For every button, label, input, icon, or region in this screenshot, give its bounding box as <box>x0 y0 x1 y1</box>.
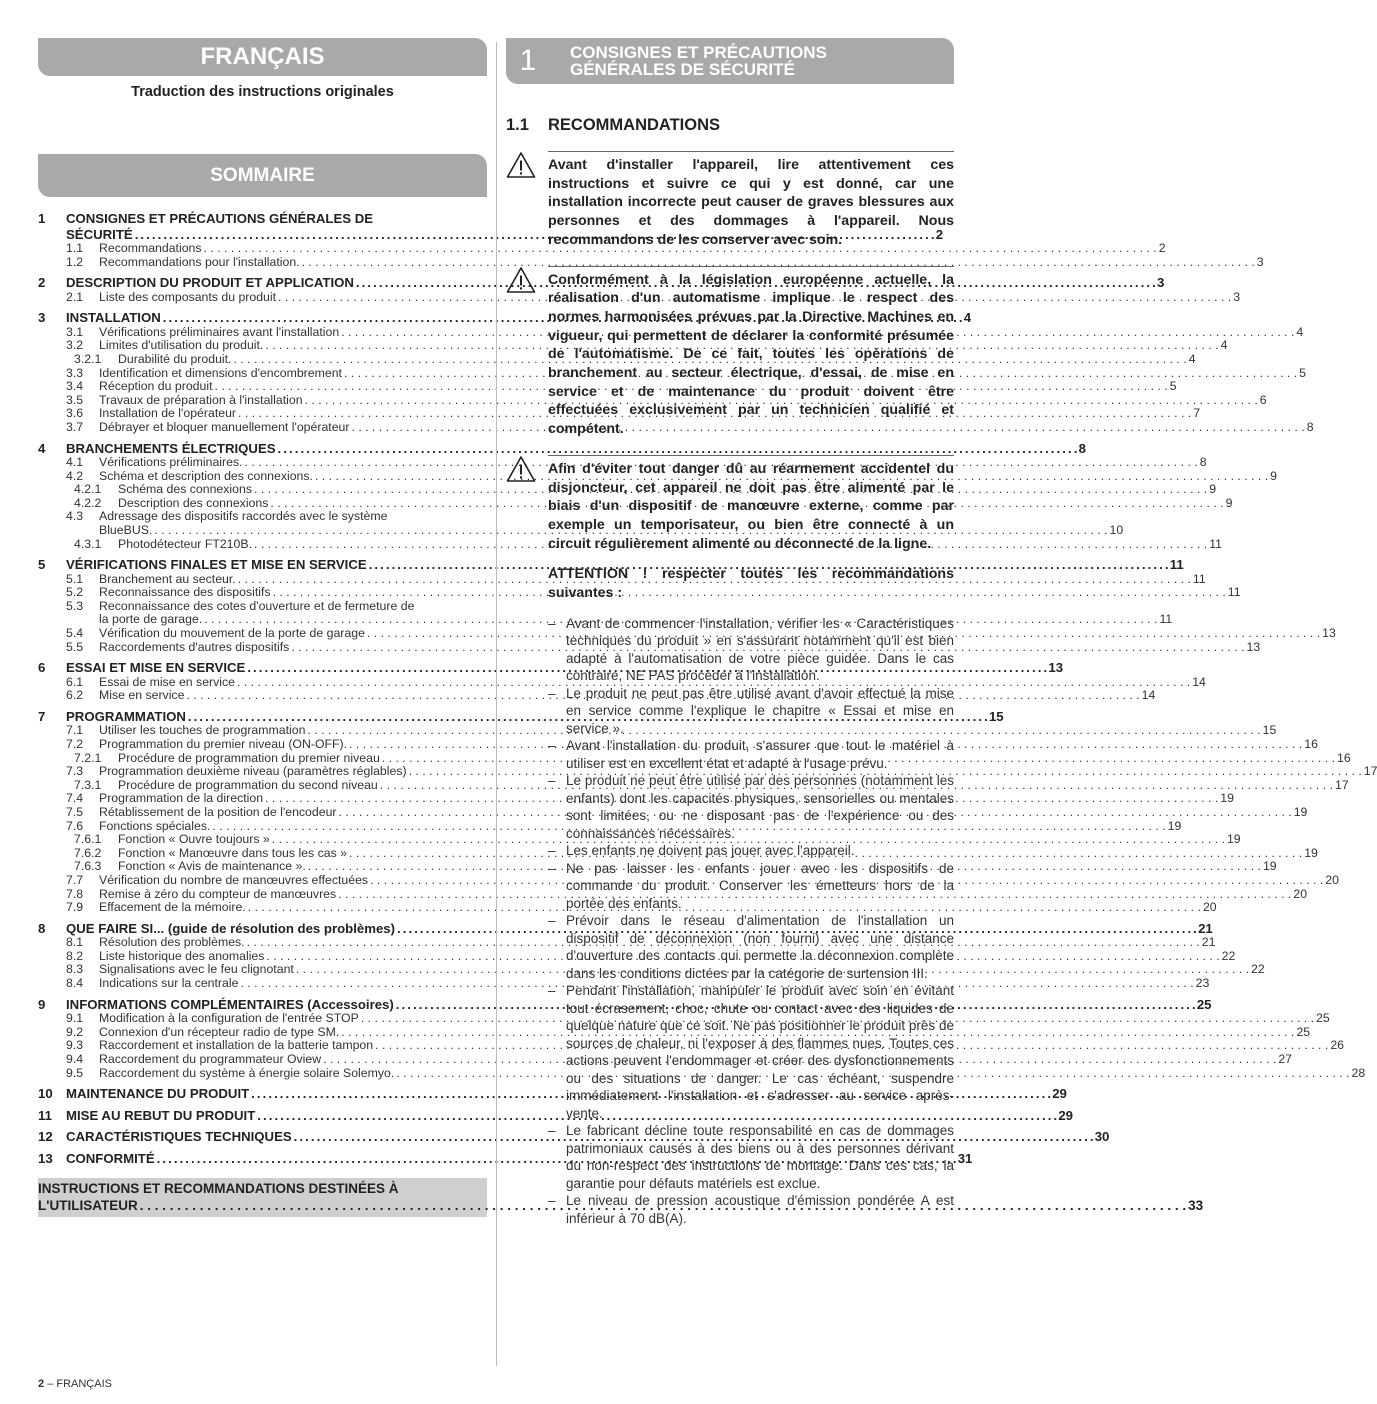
toc-chapter-page: 8 <box>1078 440 1086 456</box>
toc-chapter-page: 11 <box>1169 557 1184 573</box>
page-number: 2 <box>38 1378 45 1390</box>
toc-chapter-text: CONSIGNES ET PRÉCAUTIONS GÉNÉRALES DE <box>66 211 374 226</box>
toc-subsection-number: 4.3 <box>66 509 84 524</box>
toc-subsection-page: 4 <box>1188 351 1196 366</box>
toc-subsection-number: 8.2 <box>66 948 84 963</box>
toc-subsection-text: Mise en service <box>99 688 185 703</box>
toc-chapter-entry[interactable] <box>38 660 1064 676</box>
toc-subsection-entry[interactable] <box>66 598 1173 627</box>
toc-chapter-entry[interactable] <box>38 1086 1067 1102</box>
toc-subsection-page: 19 <box>1167 818 1182 833</box>
toc-subsection-entry[interactable] <box>66 571 1206 587</box>
chapter-title-line-2: GÉNÉRALES DE SÉCURITÉ <box>570 60 795 79</box>
toc-chapter-page: 29 <box>1058 1107 1073 1123</box>
toc-subsection-page: 11 <box>1192 571 1206 586</box>
toc-subsection-page: 19 <box>1220 791 1234 806</box>
toc-section <box>38 660 1206 703</box>
warnings <box>506 151 954 553</box>
toc-subsection-entry[interactable] <box>66 379 1177 394</box>
toc-subsection-entry[interactable] <box>66 365 1307 381</box>
subtitle: Traduction des instructions originales <box>131 84 394 100</box>
toc-subsection-page: 15 <box>1262 723 1277 738</box>
toc-subsection-page: 9 <box>1225 495 1233 510</box>
toc-subsection-number: 3.7 <box>66 419 84 434</box>
toc-subsection-entry[interactable] <box>66 585 1241 600</box>
toc-subsection-number: 3.5 <box>66 392 84 407</box>
toc-subsection-page: 26 <box>1330 1038 1344 1053</box>
toc-user-line-2: L'UTILISATEUR <box>38 1198 138 1214</box>
toc-subsection-entry[interactable] <box>66 900 1217 915</box>
toc-subsection-text: Vérification du mouvement de la porte de garage <box>99 626 365 641</box>
toc-subsection-page: 2 <box>1158 241 1166 255</box>
toc-subsection-entry[interactable] <box>66 254 1264 270</box>
toc-chapter-entry[interactable] <box>38 440 1086 457</box>
toc-subsection-entry[interactable] <box>66 455 1207 470</box>
toc-chapter-text: MISE AU REBUT DU PRODUIT <box>66 1107 256 1123</box>
warning-triangle-icon <box>506 151 548 250</box>
toc-subsection-entry[interactable] <box>66 805 1308 820</box>
warning-text: Conformément à la législation européenne actuelle, la réalisation d'un automatisme implique le respect des normes harmonisées prévues par la Directive Machines en vigueur, qui permettent de déclarer la conformité présumée de l'automatisme. De ce fait, toutes les opérations de branchement au secteur électrique, d'essai, de mise en service et de maintenance du produit doivent être effectuées exclusivement par un technicien qualifié et compétent. <box>548 266 954 439</box>
toc-subsection-entry[interactable] <box>66 289 1241 305</box>
toc-subsection-text: Photodétecteur FT210B. <box>118 536 252 551</box>
toc-subsection-entry[interactable] <box>74 832 1241 847</box>
recommendation-item: – Le produit ne peut pas être utilisé avant d'avoir effectué la mise en service comme l'explique le chapitre « Essai et mise en service ». <box>548 685 954 738</box>
toc-subsection-entry[interactable] <box>66 1038 1344 1053</box>
toc-subsection-entry[interactable] <box>74 859 1277 874</box>
chapter-title-line-1: CONSIGNES ET PRÉCAUTIONS <box>570 43 827 62</box>
toc-chapter-entry[interactable] <box>38 310 972 326</box>
toc-subsection-number: 4.1 <box>66 455 84 470</box>
toc-subsection-number: 8.3 <box>66 962 84 977</box>
toc-chapter-text: CARACTÉRISTIQUES TECHNIQUES <box>66 1129 292 1145</box>
toc-chapter-text: QUE FAIRE SI... (guide de résolution des problèmes) <box>66 920 396 936</box>
toc-user-page: 33 <box>1188 1198 1204 1214</box>
right-column <box>506 38 954 1227</box>
toc-subsection-entry[interactable] <box>66 948 1236 964</box>
section-number: 1.1 <box>506 116 529 134</box>
toc-subsection-number: 7.8 <box>66 886 84 901</box>
toc-chapter-text: SÉCURITÉ <box>66 226 133 242</box>
toc-chapter-page: 13 <box>1048 660 1064 676</box>
toc-subsection-number: 9.3 <box>66 1038 84 1053</box>
toc-chapter-page: 4 <box>963 310 972 326</box>
toc-subsection-text: Programmation du premier niveau (ON-OFF). <box>99 737 348 752</box>
toc-chapter-text: MAINTENANCE DU PRODUIT <box>66 1086 250 1102</box>
toc-subsection-page: 28 <box>1351 1065 1366 1080</box>
warning-text: Avant d'installer l'appareil, lire attentivement ces instructions et suivre ce qui y est donné, car une installation incorrecte peut causer de graves blessures aux personnes et des dommages à l'appareil. Nous recommandons de les conserver avec soin. <box>548 151 954 250</box>
toc-chapter-text: VÉRIFICATIONS FINALES ET MISE EN SERVICE <box>66 557 367 573</box>
toc-subsection-number: 8.4 <box>66 976 84 991</box>
toc-subsection-entry[interactable] <box>66 1065 1366 1081</box>
toc-chapter-entry[interactable] <box>38 1150 973 1167</box>
toc-subsection-entry[interactable] <box>66 626 1336 641</box>
toc-chapter-number: 3 <box>38 310 46 326</box>
toc-subsection-page: 9 <box>1209 482 1217 497</box>
toc-subsection-number: 8.1 <box>66 935 84 950</box>
toc-subsection-number: 4.2.2 <box>74 495 102 510</box>
toc-subsection-entry[interactable] <box>66 509 1124 537</box>
toc-subsection-page: 5 <box>1169 379 1177 394</box>
toc-subsection-page: 9 <box>1270 468 1277 483</box>
toc-chapter-text: PROGRAMMATION <box>66 708 186 724</box>
toc-subsection-text: Fonction « Manœuvre dans tous les cas » <box>118 845 347 860</box>
toc-chapter-entry[interactable] <box>38 1129 1110 1145</box>
warning-block <box>506 151 954 250</box>
toc-chapter-text: DESCRIPTION DU PRODUIT ET APPLICATION <box>66 275 354 291</box>
toc-subsection-text: Durabilité du produit. <box>118 351 232 366</box>
warning-block <box>506 266 954 439</box>
toc-subsection-text: Description des connexions <box>118 495 269 510</box>
toc-subsection-text: Résolution des problèmes. <box>99 935 245 950</box>
toc-subsection-text: Branchement au secteur. <box>99 571 236 586</box>
toc-subsection-page: 19 <box>1262 859 1277 874</box>
toc-subsection-text: Reconnaissance des dispositifs <box>99 585 271 600</box>
toc-subsection-page: 14 <box>1192 674 1206 689</box>
toc-subsection-page: 25 <box>1296 1024 1311 1039</box>
toc-subsection-page: 19 <box>1226 832 1241 847</box>
toc-subsection-number: 1.2 <box>66 254 84 269</box>
toc-subsection-number: 5.5 <box>66 639 84 654</box>
toc-subsection-page: 14 <box>1141 688 1156 703</box>
toc-subsection-page: 20 <box>1293 886 1308 901</box>
toc-subsection-entry[interactable] <box>74 351 1196 367</box>
language-title: FRANÇAIS <box>200 43 325 70</box>
toc-subsection-text: Connexion d'un récepteur radio de type SM. <box>99 1024 340 1039</box>
toc-subsection-number: 3.1 <box>66 324 84 339</box>
toc-subsection-text: Liste historique des anomalies <box>99 948 265 963</box>
section-heading <box>506 116 954 135</box>
toc-subsection-page: 19 <box>1304 845 1318 860</box>
page-footer <box>38 1378 112 1390</box>
toc-chapter-page: 31 <box>957 1150 973 1166</box>
toc-subsection-number: 2.1 <box>66 289 84 304</box>
toc-subsection-text: Modification à la configuration de l'entrée STOP <box>99 1011 359 1026</box>
recommendation-item: – Avant de commencer l'installation, vérifier les « Caractéristiques techniques du produit » en s'assurant notamment qu'il est bien adapté à l'automatisation de votre pièce guidée. Dans le cas contraire, NE PAS procéder à l'installation. <box>548 615 954 685</box>
toc-chapter-number: 11 <box>38 1107 52 1123</box>
toc-banner <box>38 154 487 197</box>
toc-subsection-number: 9.5 <box>66 1065 84 1080</box>
toc-subsection-entry[interactable] <box>74 750 1351 766</box>
toc-chapter-text: BRANCHEMENTS ÉLECTRIQUES <box>66 440 276 456</box>
toc-subsection-page: 7 <box>1193 406 1201 421</box>
toc-subsection-number: 5.3 <box>66 598 84 613</box>
recommendation-item: – Ne pas laisser les enfants jouer avec les dispositifs de commande du produit. Conserver les émetteurs hors de la portée des enfants. <box>548 860 954 913</box>
toc-chapter-number: 2 <box>38 275 46 291</box>
toc-subsection-text: Reconnaissance des cotes d'ouverture et de fermeture de <box>99 598 415 613</box>
toc-subsection-number: 7.4 <box>66 791 84 806</box>
toc-subsection-page: 8 <box>1199 455 1207 470</box>
toc-subsection-page: 6 <box>1259 392 1267 407</box>
toc-subsection-entry[interactable] <box>66 1024 1311 1040</box>
toc-subsection-page: 19 <box>1293 805 1308 819</box>
toc-subsection-text: Adressage des dispositifs raccordés avec le système <box>99 509 388 524</box>
toc-subsection-number: 6.2 <box>66 688 84 703</box>
toc-subsection-entry[interactable] <box>66 962 1265 977</box>
toc-subsection-number: 3.2.1 <box>74 351 102 366</box>
toc-chapter-page: 2 <box>935 226 944 242</box>
toc-subsection-page: 11 <box>1159 612 1173 627</box>
toc-subsection-number: 3.3 <box>66 365 84 380</box>
toc-chapter-entry[interactable] <box>38 275 1165 291</box>
recommendation-item: – Le produit ne peut être utilisé par des personnes (notamment les enfants) dont les capacités physiques, sensorielles ou mentales sont limitées, ou ne disposant pas de l'expérience ou des connaissances nécessaires. <box>548 772 954 842</box>
toc-subsection-entry[interactable] <box>74 482 1217 497</box>
toc-subsection-text: Liste des composants du produit <box>99 289 277 304</box>
toc-subsection-text: Programmation deuxième niveau (paramètres réglables) <box>99 764 407 779</box>
toc-user-line-1: INSTRUCTIONS ET RECOMMANDATIONS DESTINÉES À <box>38 1181 399 1197</box>
recommendation-item: – Prévoir dans le réseau d'alimentation de l'installation un dispositif de déconnexion (non fourni) avec une distance d'ouverture des contacts qui permette la déconnexion complète dans les conditions dictées par la catégorie de surtension III. <box>548 912 954 982</box>
toc-subsection-text: Raccordement du programmateur Oview <box>99 1051 322 1066</box>
toc-subsection-number: 3.6 <box>66 406 84 421</box>
language-banner <box>38 38 487 76</box>
toc-subsection-number: 3.2 <box>66 338 84 353</box>
toc-section <box>38 275 1241 304</box>
toc-subsection-page: 20 <box>1202 900 1217 915</box>
toc-chapter-number: 6 <box>38 660 46 676</box>
toc-title: SOMMAIRE <box>210 164 315 186</box>
toc-subsection-entry[interactable] <box>74 777 1349 793</box>
toc-subsection-number: 7.1 <box>66 723 84 738</box>
toc-subsection-number: 6.1 <box>66 674 84 689</box>
toc-subsection-entry[interactable] <box>66 392 1267 408</box>
toc-subsection-text: Limites d'utilisation du produit. <box>99 338 264 353</box>
toc-subsection-text: Débrayer et bloquer manuellement l'opérateur <box>99 419 350 434</box>
toc-subsection-number: 7.9 <box>66 900 84 915</box>
warning-triangle-icon <box>506 266 548 439</box>
toc-section <box>38 1150 973 1167</box>
toc-subsection-page: 4 <box>1296 324 1304 339</box>
toc-subsection-text: Signalisations avec le feu clignotant <box>99 962 294 977</box>
chapter-title <box>570 44 827 78</box>
toc-subsection-text: Schéma et description des connexions. <box>99 468 313 483</box>
toc-subsection-text: Essai de mise en service <box>99 674 236 689</box>
toc-subsection-text: Procédure de programmation du second niveau <box>118 777 378 792</box>
toc-subsection-text: Raccordement du système à énergie solaire Solemyo. <box>99 1065 395 1080</box>
toc-subsection-number: 7.6.1 <box>74 832 102 847</box>
toc-subsection-text: Raccordements d'autres dispositifs <box>99 639 290 654</box>
toc-subsection-text: Indications sur la centrale <box>99 976 239 991</box>
toc-subsection-text: Vérifications préliminaires. <box>99 455 243 470</box>
warning-text: Afin d'éviter tout danger dû au réarmement accidentel du disjoncteur, cet appareil ne doit pas être alimenté par le biais d'un dispositif de manœuvre externe, comme par exemple un temporisateur, ou bien être connecté à un circuit régulièrement alimenté ou déconnecté de la ligne. <box>548 455 954 554</box>
toc-subsection-text: Procédure de programmation du premier niveau <box>118 750 380 765</box>
recommendation-item: – Pendant l'installation, manipuler le produit avec soin en évitant tout écrasement, choc, chute ou contact avec des liquides de quelque nature que ce soit. Ne pas positionner le produit près de sources de chaleur, ni l'exposer à des flammes nues. Toutes ces actions peuvent l'endommager et créer des dysfonctionnements ou des situations de danger. Le cas échéant, suspendre immédiatement l'installation et s'adresser au service après-vente. <box>548 982 954 1122</box>
toc-subsection-text: Rétablissement de la position de l'encodeur <box>99 805 337 819</box>
section-title: RECOMMANDATIONS <box>548 116 721 134</box>
toc-section <box>38 1129 1110 1145</box>
toc-subsection-text: Fonction « Avis de maintenance ». <box>118 859 306 874</box>
recommendation-item: – Le fabricant décline toute responsabilité en cas de dommages patrimoniaux causés à des biens ou à des personnes dérivant du non-respect des instructions de montage. Dans ces cas, la garantie pour défauts matériels est exclue. <box>548 1122 954 1192</box>
toc-subsection-page: 23 <box>1195 976 1210 991</box>
chapter-number: 1 <box>519 44 537 77</box>
toc-subsection-page: 17 <box>1334 777 1349 792</box>
recommendations-list <box>548 615 954 1228</box>
toc-subsection-entry[interactable] <box>74 536 1222 552</box>
toc-subsection-text: Installation de l'opérateur <box>99 406 237 421</box>
toc-chapter-page: 25 <box>1196 996 1212 1012</box>
toc-subsection-number: 7.3 <box>66 764 84 779</box>
toc-subsection-page: 20 <box>1325 872 1339 887</box>
toc-chapter-page: 15 <box>988 708 1004 724</box>
toc-subsection-entry[interactable] <box>66 723 1277 738</box>
toc-subsection-text: Utiliser les touches de programmation <box>99 723 306 738</box>
toc-subsection-number: 5.1 <box>66 571 84 586</box>
toc-subsection-number: 4.2 <box>66 468 84 483</box>
toc-chapter-number: 10 <box>38 1086 53 1102</box>
toc-subsection-entry[interactable] <box>66 419 1314 435</box>
toc-subsection-number: 7.6.2 <box>74 845 102 860</box>
toc-subsection-number: 7.3.1 <box>74 777 102 792</box>
toc-subsection-page: 5 <box>1299 365 1307 380</box>
toc-subsection-page: 25 <box>1316 1011 1330 1026</box>
toc-chapter-text: ESSAI ET MISE EN SERVICE <box>66 660 246 676</box>
toc-section <box>38 1107 1073 1124</box>
toc-subsection-text: Fonction « Ouvre toujours » <box>118 832 270 847</box>
toc-subsection-text: Effacement de la mémoire. <box>99 900 246 915</box>
toc-subsection-entry[interactable] <box>66 688 1156 703</box>
toc-chapter-number: 13 <box>38 1150 53 1166</box>
toc-subsection-number: 7.2 <box>66 737 84 752</box>
toc-subsection-entry[interactable] <box>66 1011 1330 1026</box>
toc-subsection-entry[interactable] <box>66 737 1318 752</box>
toc-chapter-entry[interactable] <box>38 996 1212 1013</box>
toc-chapter-page: 29 <box>1052 1086 1067 1102</box>
toc-section <box>38 1086 1067 1102</box>
toc-chapter-number: 9 <box>38 996 46 1012</box>
toc-subsection-text: la porte de garage. <box>99 612 203 627</box>
toc-subsection-text: Schéma des connexions <box>118 482 252 497</box>
toc-subsection-page: 22 <box>1251 962 1265 977</box>
toc-subsection-entry[interactable] <box>66 935 1216 950</box>
toc-subsection-page: 11 <box>1227 585 1241 600</box>
toc-subsection-entry[interactable] <box>66 764 1377 779</box>
recommendation-item: – Le niveau de pression acoustique d'émission pondérée A est inférieur à 70 dB(A). <box>548 1192 954 1227</box>
toc-chapter-number: 1 <box>38 211 46 226</box>
toc-subsection-number: 7.6.3 <box>74 859 102 874</box>
toc-subsection-text: BlueBUS. <box>99 523 153 537</box>
toc-subsection-text: Vérifications préliminaires avant l'installation <box>99 324 340 339</box>
toc-subsection-number: 5.2 <box>66 585 84 600</box>
recommendation-item: – Les enfants ne doivent pas jouer avec l'appareil. <box>548 842 954 860</box>
toc-subsection-page: 3 <box>1256 254 1264 269</box>
toc-subsection-page: 10 <box>1109 523 1124 537</box>
toc-subsection-text: Recommandations pour l'installation. <box>99 254 300 269</box>
toc-chapter-text: INFORMATIONS COMPLÉMENTAIRES (Accessoires) <box>66 996 394 1012</box>
toc-subsection-entry[interactable] <box>66 338 1228 353</box>
toc-subsection-number: 9.4 <box>66 1051 84 1066</box>
toc-subsection-entry[interactable] <box>66 1051 1293 1067</box>
toc-chapter-text: INSTALLATION <box>66 310 161 326</box>
toc-chapter-number: 7 <box>38 708 46 724</box>
toc-subsection-number: 9.2 <box>66 1024 84 1039</box>
toc-chapter-page: 30 <box>1094 1129 1110 1145</box>
toc-chapter-page: 21 <box>1198 920 1213 936</box>
toc-subsection-number: 7.6 <box>66 818 84 833</box>
toc-subsection-entry[interactable] <box>66 886 1308 902</box>
footer-label: – FRANÇAIS <box>47 1378 112 1390</box>
toc-chapter-number: 12 <box>38 1129 53 1145</box>
toc-chapter-number: 5 <box>38 557 46 573</box>
toc-chapter-entry[interactable] <box>38 920 1213 937</box>
toc-subsection-text: Recommandations <box>99 241 202 255</box>
toc-subsection-page: 4 <box>1220 338 1228 353</box>
recommendation-item: – Avant l'installation du produit, s'assurer que tout le matériel à utiliser est en excellent état et adapté à l'usage prévu. <box>548 737 954 772</box>
toc-subsection-page: 11 <box>1209 536 1222 551</box>
toc-chapter-number: 8 <box>38 920 46 936</box>
toc-subsection-text: Réception du produit <box>99 379 213 394</box>
toc-chapter-page: 3 <box>1156 275 1165 291</box>
column-divider <box>496 42 497 1366</box>
toc-subsection-number: 9.1 <box>66 1011 84 1026</box>
toc-subsection-text: Programmation de la direction <box>99 791 264 806</box>
toc-subsection-page: 17 <box>1363 764 1377 779</box>
toc-subsection-page: 16 <box>1304 737 1318 752</box>
toc-subsection-number: 4.2.1 <box>74 482 102 497</box>
toc-subsection-entry[interactable] <box>66 791 1234 806</box>
toc-subsection-number: 5.4 <box>66 626 84 641</box>
toc-subsection-entry[interactable] <box>66 639 1261 655</box>
toc-subsection-page: 8 <box>1306 419 1314 434</box>
toc-subsection-number: 3.4 <box>66 379 84 394</box>
toc-subsection-page: 3 <box>1233 289 1241 304</box>
toc-chapter-entry[interactable] <box>38 708 1004 725</box>
toc-subsection-text: Remise à zéro du compteur de manœuvres <box>99 886 337 901</box>
toc-chapter-entry[interactable] <box>38 211 944 242</box>
toc-subsection-text: Vérification du nombre de manœuvres effectuées <box>99 872 369 887</box>
toc-subsection-text: Fonctions spéciales. <box>99 818 211 833</box>
toc-subsection-entry[interactable] <box>66 976 1210 991</box>
toc-subsection-entry[interactable] <box>74 495 1233 511</box>
toc-subsection-page: 27 <box>1278 1051 1293 1066</box>
toc-subsection-entry[interactable] <box>66 872 1339 888</box>
toc-chapter-text: CONFORMITÉ <box>66 1150 155 1166</box>
toc-subsection-text: Identification et dimensions d'encombrement <box>99 365 342 380</box>
toc-subsection-entry[interactable] <box>66 674 1206 690</box>
toc-subsection-number: 4.3.1 <box>74 536 102 551</box>
warning-triangle-icon <box>506 455 548 554</box>
attention-note: ATTENTION ! respecter toutes les recommandations suivantes : <box>548 566 954 602</box>
toc-subsection-entry[interactable] <box>66 818 1182 834</box>
warning-block <box>506 455 954 554</box>
chapter-banner <box>506 38 954 84</box>
toc-chapter-number: 4 <box>38 440 46 456</box>
toc-subsection-page: 16 <box>1337 750 1351 765</box>
toc-chapter-entry[interactable] <box>38 557 1184 573</box>
toc-subsection-number: 7.5 <box>66 805 84 819</box>
toc-subsection-text: Travaux de préparation à l'installation <box>99 392 303 407</box>
toc-subsection-entry[interactable] <box>66 406 1201 421</box>
toc-subsection-page: 13 <box>1246 639 1261 654</box>
toc-subsection-number: 7.2.1 <box>74 750 102 765</box>
toc-subsection-text: Raccordement et installation de la batterie tampon <box>99 1038 374 1053</box>
toc-subsection-number: 1.1 <box>66 241 84 255</box>
toc-subsection-page: 13 <box>1322 626 1336 641</box>
toc-subsection-entry[interactable] <box>66 241 1166 256</box>
toc-subsection-entry[interactable] <box>66 324 1304 340</box>
toc-section <box>38 211 1264 269</box>
toc-chapter-entry[interactable] <box>38 1107 1073 1124</box>
toc-subsection-page: 21 <box>1201 935 1216 950</box>
toc-subsection-entry[interactable] <box>66 468 1277 484</box>
toc-subsection-number: 7.7 <box>66 872 84 887</box>
toc-subsection-page: 22 <box>1221 948 1236 963</box>
